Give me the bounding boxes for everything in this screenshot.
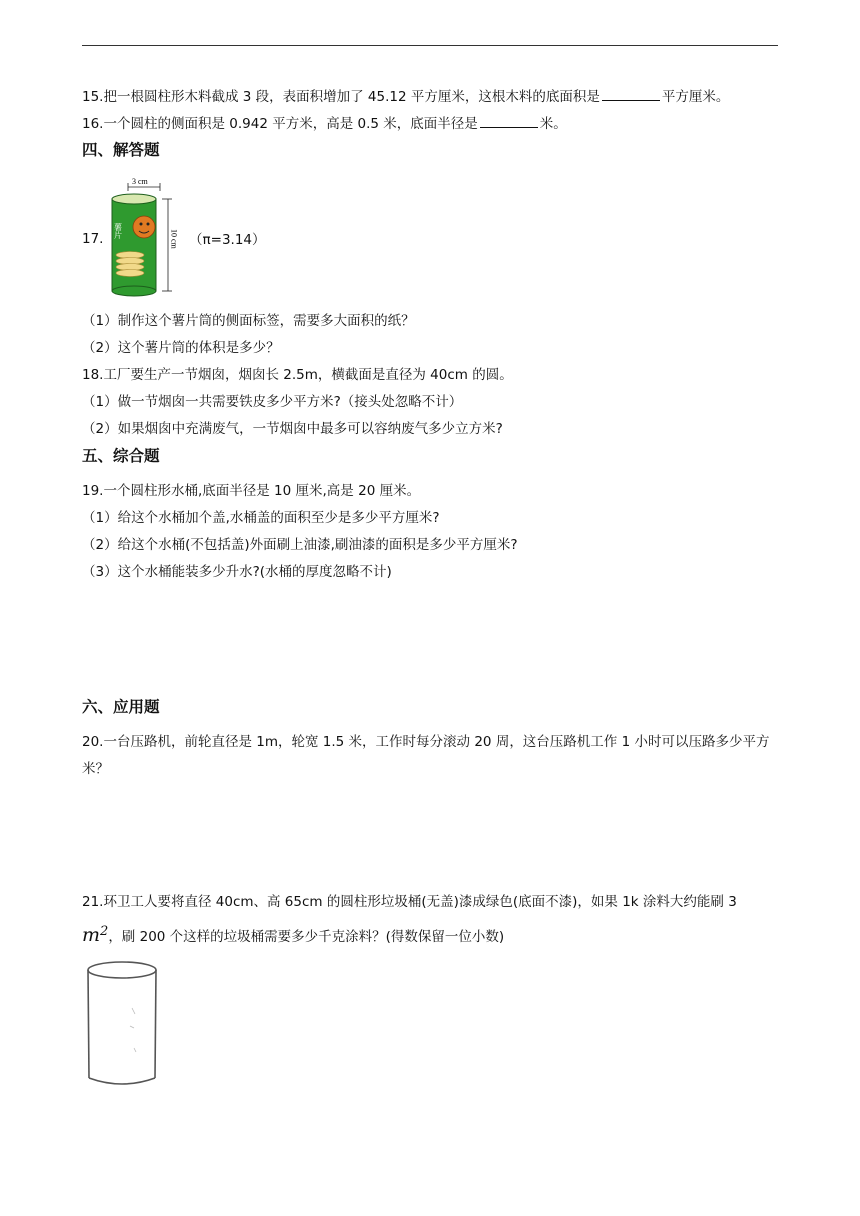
q15-answer-blank[interactable] xyxy=(602,86,660,101)
width-label: 3 cm xyxy=(132,177,148,186)
chip-can-figure xyxy=(102,177,184,299)
q15-text: 15.把一根圆柱形木料截成 3 段，表面积增加了 45.12 平方厘米，这根木料的底面积是 xyxy=(82,89,600,105)
q16-answer-blank[interactable] xyxy=(480,113,538,128)
q17-number: 17. xyxy=(82,231,104,247)
q17-pi-note: （π=3.14） xyxy=(189,232,266,248)
square-meter-unit: $m^2$ xyxy=(82,924,109,946)
q20-text: 20.一台压路机，前轮直径是 1m，轮宽 1.5 米，工作时每分滚动 20 周，这台压路机工作 1 小时可以压路多少平方米？ xyxy=(82,734,770,777)
q17-sub-2: （2）这个薯片筒的体积是多少？ xyxy=(82,340,280,356)
trash-bin-figure xyxy=(84,958,164,1090)
bin-top-ellipse xyxy=(88,962,156,978)
q18-sub-2: （2）如果烟囱中充满废气，一节烟囱中最多可以容纳废气多少立方米? xyxy=(82,421,503,437)
section-heading-6: 六、应用题 xyxy=(82,698,160,716)
can-mascot xyxy=(133,216,155,238)
height-label: 10 cm xyxy=(169,229,179,249)
header-rule xyxy=(82,45,778,46)
q19-sub-2: （2）给这个水桶(不包括盖)外面刷上油漆,刷油漆的面积是多少平方厘米? xyxy=(82,537,518,553)
bin-bottom-edge xyxy=(89,1078,155,1084)
q19-sub-1: （1）给这个水桶加个盖,水桶盖的面积至少是多少平方厘米? xyxy=(82,510,440,526)
q16-text-end: 米。 xyxy=(539,116,567,132)
q17-sub-1: （1）制作这个薯片筒的侧面标签，需要多大面积的纸？ xyxy=(82,313,415,329)
section-heading-4: 四、解答题 xyxy=(82,141,160,159)
question-16 xyxy=(82,113,567,134)
q18-sub-1: （1）做一节烟囱一共需要铁皮多少平方米?（接头处忽略不计） xyxy=(82,394,463,410)
can-top xyxy=(112,194,156,204)
q21-line-2 xyxy=(82,918,504,951)
question-15 xyxy=(82,86,729,107)
q16-text: 16.一个圆柱的侧面积是 0.942 平方米，高是 0.5 米，底面半径是 xyxy=(82,116,478,132)
q21-line-2-text: ，刷 200 个这样的垃圾桶需要多少千克涂料？(得数保留一位小数) xyxy=(108,929,505,945)
q21-line-1: 21.环卫工人要将直径 40cm、高 65cm 的圆柱形垃圾桶(无盖)漆成绿色(底面不漆)，如果 1k 涂料大约能刷 3 xyxy=(82,894,737,910)
q18-stem: 18.工厂要生产一节烟囱，烟囱长 2.5m，横截面是直径为 40cm 的圆。 xyxy=(82,367,513,383)
q15-text-end: 平方厘米。 xyxy=(661,89,730,105)
section-heading-5: 五、综合题 xyxy=(82,447,160,465)
can-body xyxy=(112,199,156,291)
can-label-text: 薯片 xyxy=(113,223,123,239)
q19-stem: 19.一个圆柱形水桶,底面半径是 10 厘米,高是 20 厘米。 xyxy=(82,483,421,499)
q19-sub-3: （3）这个水桶能装多少升水?(水桶的厚度忽略不计) xyxy=(82,564,392,580)
